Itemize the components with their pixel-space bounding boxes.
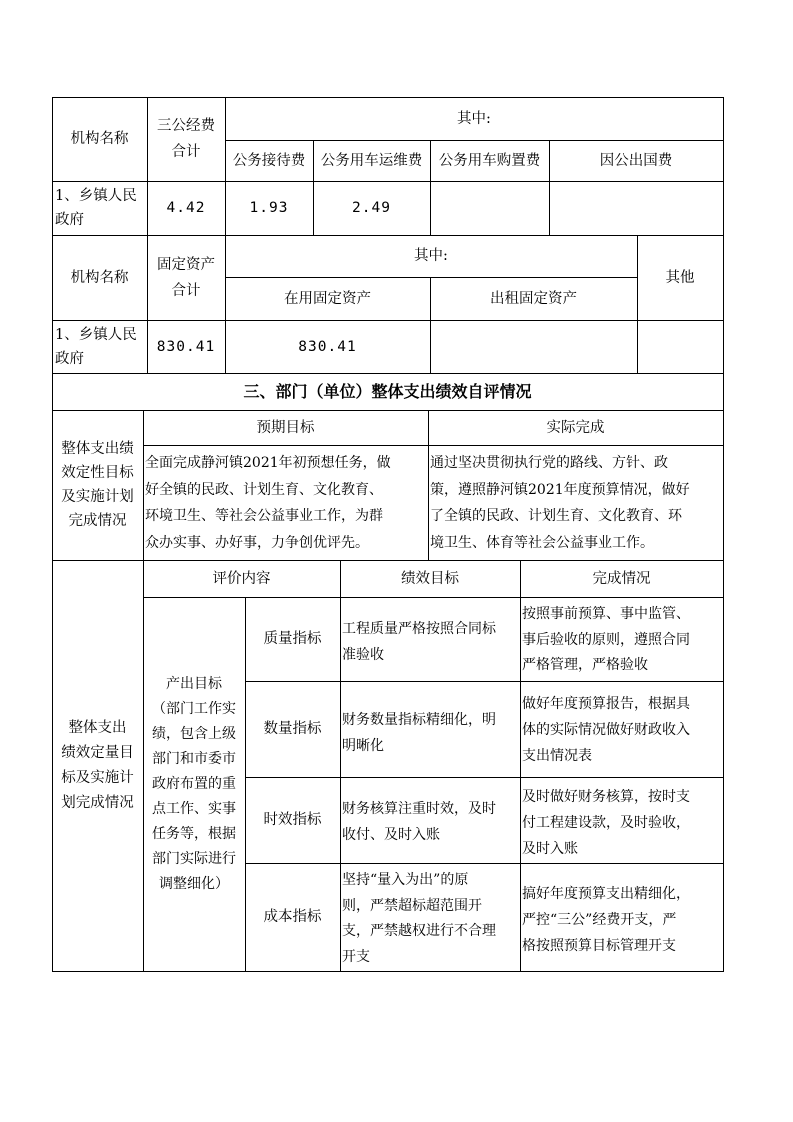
output-target-label: 产出目标 （部门工作实 绩，包含上级 部门和市委市 政府布置的重 点工作、实事 任务等，根据 部门实际进行 调整细化） <box>152 676 236 892</box>
target-quality: 工程质量严格按照合同标 准验收 <box>342 621 496 663</box>
indicator-cost: 成本指标 <box>263 909 322 925</box>
result-quantity: 做好年度预算报告，根据具 体的实际情况做好财政收入 支出情况表 <box>522 696 690 764</box>
t1-row-org: 1、乡镇人民 政府 <box>55 188 137 228</box>
indicator-quality: 质量指标 <box>263 631 322 647</box>
t1-header-abroad: 因公出国费 <box>599 152 673 169</box>
result-cost: 搞好年度预算支出精细化， 严控“三公”经费开支，严 格按照预算目标管理开支 <box>522 886 690 954</box>
t2-header-other: 其他 <box>665 269 695 286</box>
t2-header-org: 机构名称 <box>70 269 129 286</box>
qual-actual-text: 通过坚决贯彻执行党的路线、方针、政 策，遵照静河镇2021年度预算情况，做好 了全镇的民政、计划生育、文化教育、环 境卫生、体育等社会公益事业工作。 <box>430 455 690 551</box>
t1-row-vehicle-purchase <box>430 181 549 235</box>
indicator-timeliness: 时效指标 <box>263 812 322 828</box>
t2-row-org: 1、乡镇人民 政府 <box>55 326 137 367</box>
target-quantity: 财务数量指标精细化，明 明晰化 <box>342 712 496 754</box>
quant-label: 整体支出 绩效定量目 标及实施计 划完成情况 <box>61 720 134 811</box>
t2-header-rented: 出租固定资产 <box>490 290 577 307</box>
t2-row-other <box>637 320 723 373</box>
t1-header-org: 机构名称 <box>70 131 129 147</box>
qual-actual-header: 实际完成 <box>546 419 605 436</box>
t1-row-reception: 1.93 <box>249 200 289 216</box>
t1-row-vehicle-maint: 2.49 <box>352 200 391 216</box>
qual-expected-header: 预期目标 <box>256 419 315 436</box>
result-timeliness: 及时做好财务核算，按时支 付工程建设款，及时验收， 及时入账 <box>522 789 690 857</box>
quant-header-result: 完成情况 <box>592 570 651 587</box>
t1-header-vehicle-maint: 公务用车运维费 <box>320 152 423 169</box>
t2-row-in-use: 830.41 <box>298 338 357 355</box>
target-cost: 坚持“量入为出”的原 则，严禁超标超范围开 支，严禁越权进行不合理 开支 <box>342 872 496 965</box>
t1-header-vehicle-purchase: 公务用车购置费 <box>438 152 541 169</box>
t1-row-abroad <box>549 181 723 235</box>
section-title: 三、部门（单位）整体支出绩效自评情况 <box>243 381 532 401</box>
t2-row-rented <box>430 320 637 373</box>
qual-label: 整体支出绩 效定性目标 及实施计划 完成情况 <box>61 441 134 529</box>
t2-header-total: 固定资产 合计 <box>157 256 215 299</box>
indicator-quantity: 数量指标 <box>263 721 322 737</box>
qual-expected-text: 全面完成静河镇2021年初预想任务，做 好全镇的民政、计划生育、文化教育、 环境卫生、等社会公益事业工作，为群 众办实事、办好事，力争创优评先。 <box>145 455 391 551</box>
t1-header-among: 其中: <box>457 110 491 127</box>
t1-header-total: 三公经费 合计 <box>157 118 215 160</box>
t2-header-in-use: 在用固定资产 <box>284 290 371 307</box>
t1-row-total: 4.42 <box>166 200 206 216</box>
t2-row-total: 830.41 <box>156 338 216 355</box>
target-timeliness: 财务核算注重时效，及时 收付、及时入账 <box>342 801 496 843</box>
t2-header-among: 其中: <box>414 248 448 264</box>
result-quality: 按照事前预算、事中监管、 事后验收的原则，遵照合同 严格管理，严格验收 <box>522 606 690 673</box>
quant-header-target: 绩效目标 <box>401 570 459 587</box>
t1-header-reception: 公务接待费 <box>232 152 306 169</box>
quant-header-content: 评价内容 <box>212 570 271 587</box>
